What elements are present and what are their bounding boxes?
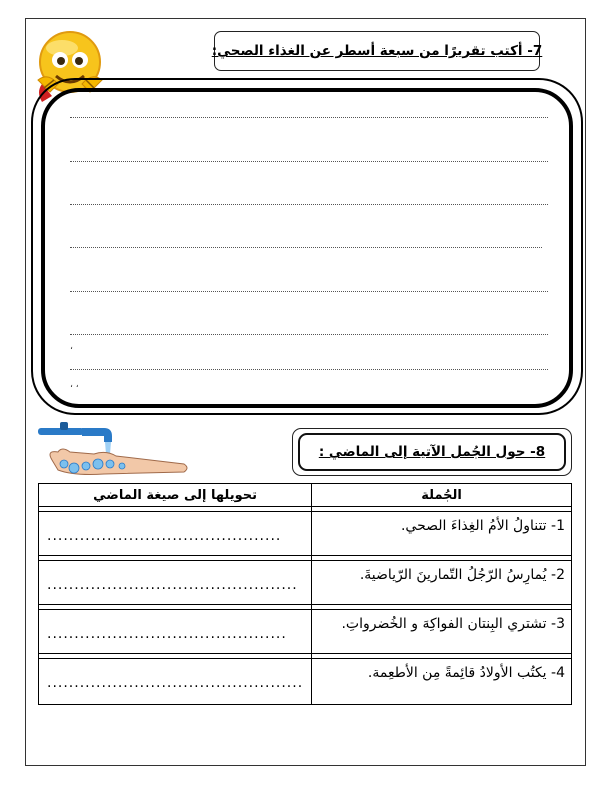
table-row <box>39 561 572 605</box>
table-row <box>39 659 572 705</box>
hand-washing-icon <box>34 420 194 480</box>
sentence-cell: 4- يكتُب الأولادُ قائِمةً مِن الأطعِمة. <box>312 659 572 705</box>
question-8-title: 8- حول الجُمل الآتية إلى الماضي : <box>298 433 566 471</box>
sentence-cell: 1- تتناولُ الأمُ الغِذاءَ الصحي. <box>312 512 572 556</box>
answer-cell[interactable]: ............................................ <box>39 610 312 654</box>
writing-line <box>70 369 548 370</box>
answer-cell[interactable]: ............................................... <box>39 659 312 705</box>
stray-mark: ، <box>70 342 73 352</box>
header-sentence: الجُملة <box>312 484 572 507</box>
sentence-cell: 2- يُمارِسُ الرّجُلُ التّمارينَ الرّياضيةَ. <box>312 561 572 605</box>
stray-mark: ، ، <box>70 380 79 390</box>
writing-line <box>70 161 548 162</box>
writing-area[interactable] <box>41 88 573 408</box>
table-header-row <box>39 484 572 507</box>
writing-line <box>70 247 542 248</box>
header-conversion: تحويلها إلى صيغة الماضي <box>39 484 312 507</box>
writing-line <box>70 291 548 292</box>
table-row <box>39 610 572 654</box>
answer-cell[interactable]: ........................................... <box>39 512 312 556</box>
table-row <box>39 512 572 556</box>
answer-cell[interactable]: .............................................. <box>39 561 312 605</box>
question-7-title: 7- أكتب تقريرًا من سبعة أسطر عن الغذاء الصحي: <box>214 31 540 71</box>
sentence-cell: 3- تشتري البِنتان الفواكِهَ و الخُضرواتِ. <box>312 610 572 654</box>
writing-line <box>70 204 548 205</box>
writing-line <box>70 117 548 118</box>
tense-conversion-table <box>38 483 572 705</box>
writing-line <box>70 334 548 335</box>
